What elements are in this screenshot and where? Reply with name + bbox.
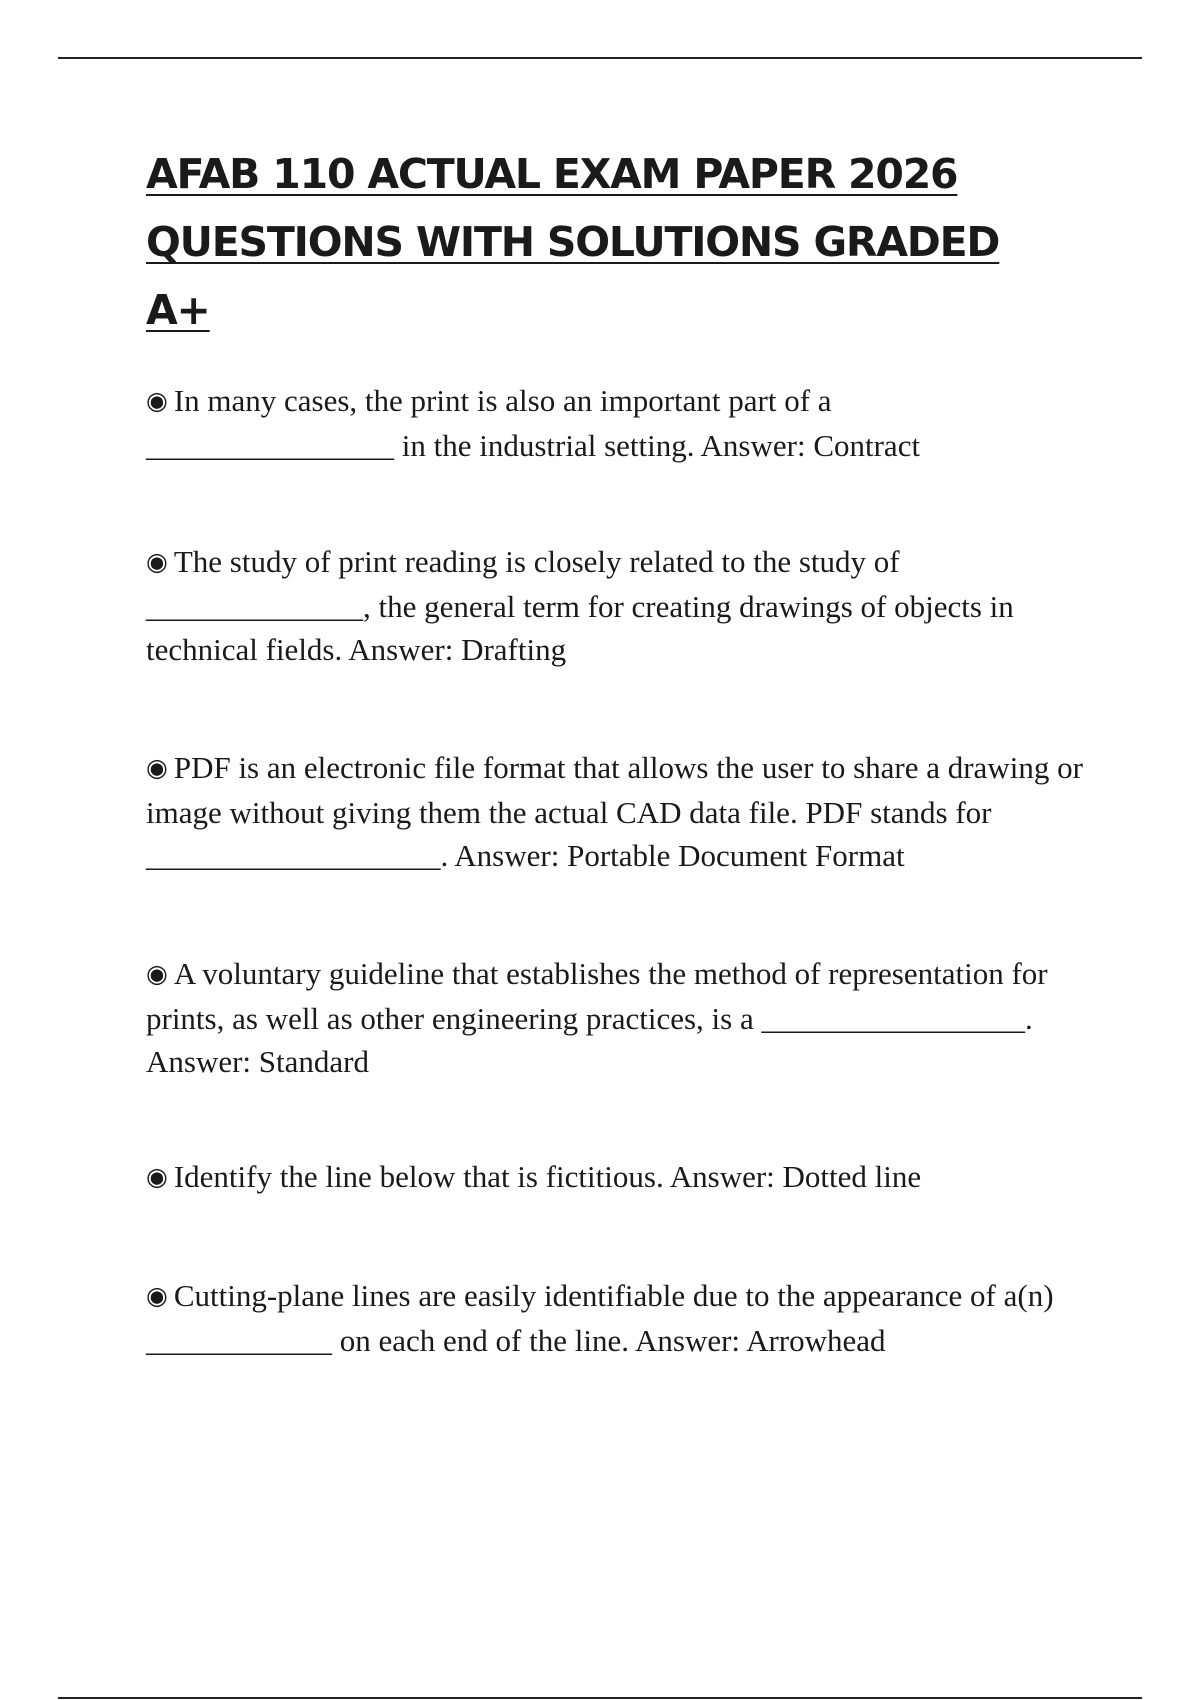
answer-blank: ______________ <box>146 589 363 624</box>
question-item <box>146 1274 1096 1362</box>
question-item <box>146 1155 1096 1200</box>
question-text: Identify the line below that is fictitious. Answer: Dotted line <box>173 1159 922 1194</box>
radio-bullet-icon: ◉ <box>146 959 168 988</box>
answer-blank: ________________ <box>146 428 394 463</box>
bottom-rule <box>58 1697 1142 1699</box>
answer-blank: _________________ <box>761 1001 1025 1036</box>
answer-blank: ____________ <box>146 1323 332 1358</box>
question-text: A voluntary guideline that establishes the method of representation for prints, as well as other engineering practices, is a <box>146 956 1048 1036</box>
answer-blank: ___________________ <box>146 838 441 873</box>
question-text-continued: , the general term for creating drawings of objects in technical fields. Answer: Drafting <box>146 589 1014 667</box>
question-item <box>146 379 1096 467</box>
radio-bullet-icon: ◉ <box>146 753 168 782</box>
top-rule <box>58 57 1142 59</box>
radio-bullet-icon: ◉ <box>146 1281 168 1310</box>
question-item <box>146 746 1096 877</box>
question-text: Cutting-plane lines are easily identifiable due to the appearance of a(n) <box>173 1278 1054 1313</box>
question-text-continued: on each end of the line. Answer: Arrowhead <box>332 1323 886 1358</box>
title-line-2: QUESTIONS WITH SOLUTIONS GRADED A+ <box>146 218 1000 334</box>
question-item <box>146 540 1096 671</box>
question-item <box>146 952 1096 1083</box>
radio-bullet-icon: ◉ <box>146 386 168 415</box>
question-text: PDF is an electronic file format that allows the user to share a drawing or image without giving them the actual CAD data file. PDF stands for <box>146 750 1083 830</box>
question-text-continued: in the industrial setting. Answer: Contract <box>394 428 921 463</box>
question-text: The study of print reading is closely related to the study of <box>173 544 900 579</box>
radio-bullet-icon: ◉ <box>146 547 168 576</box>
title-line-1: AFAB 110 ACTUAL EXAM PAPER 2026 <box>146 150 958 198</box>
page-title <box>146 140 1076 344</box>
question-text-continued: . Answer: Portable Document Format <box>440 838 905 873</box>
radio-bullet-icon: ◉ <box>146 1162 168 1191</box>
question-text: In many cases, the print is also an important part of a <box>173 383 832 418</box>
question-text-continued: . Answer: Standard <box>146 1001 1033 1079</box>
